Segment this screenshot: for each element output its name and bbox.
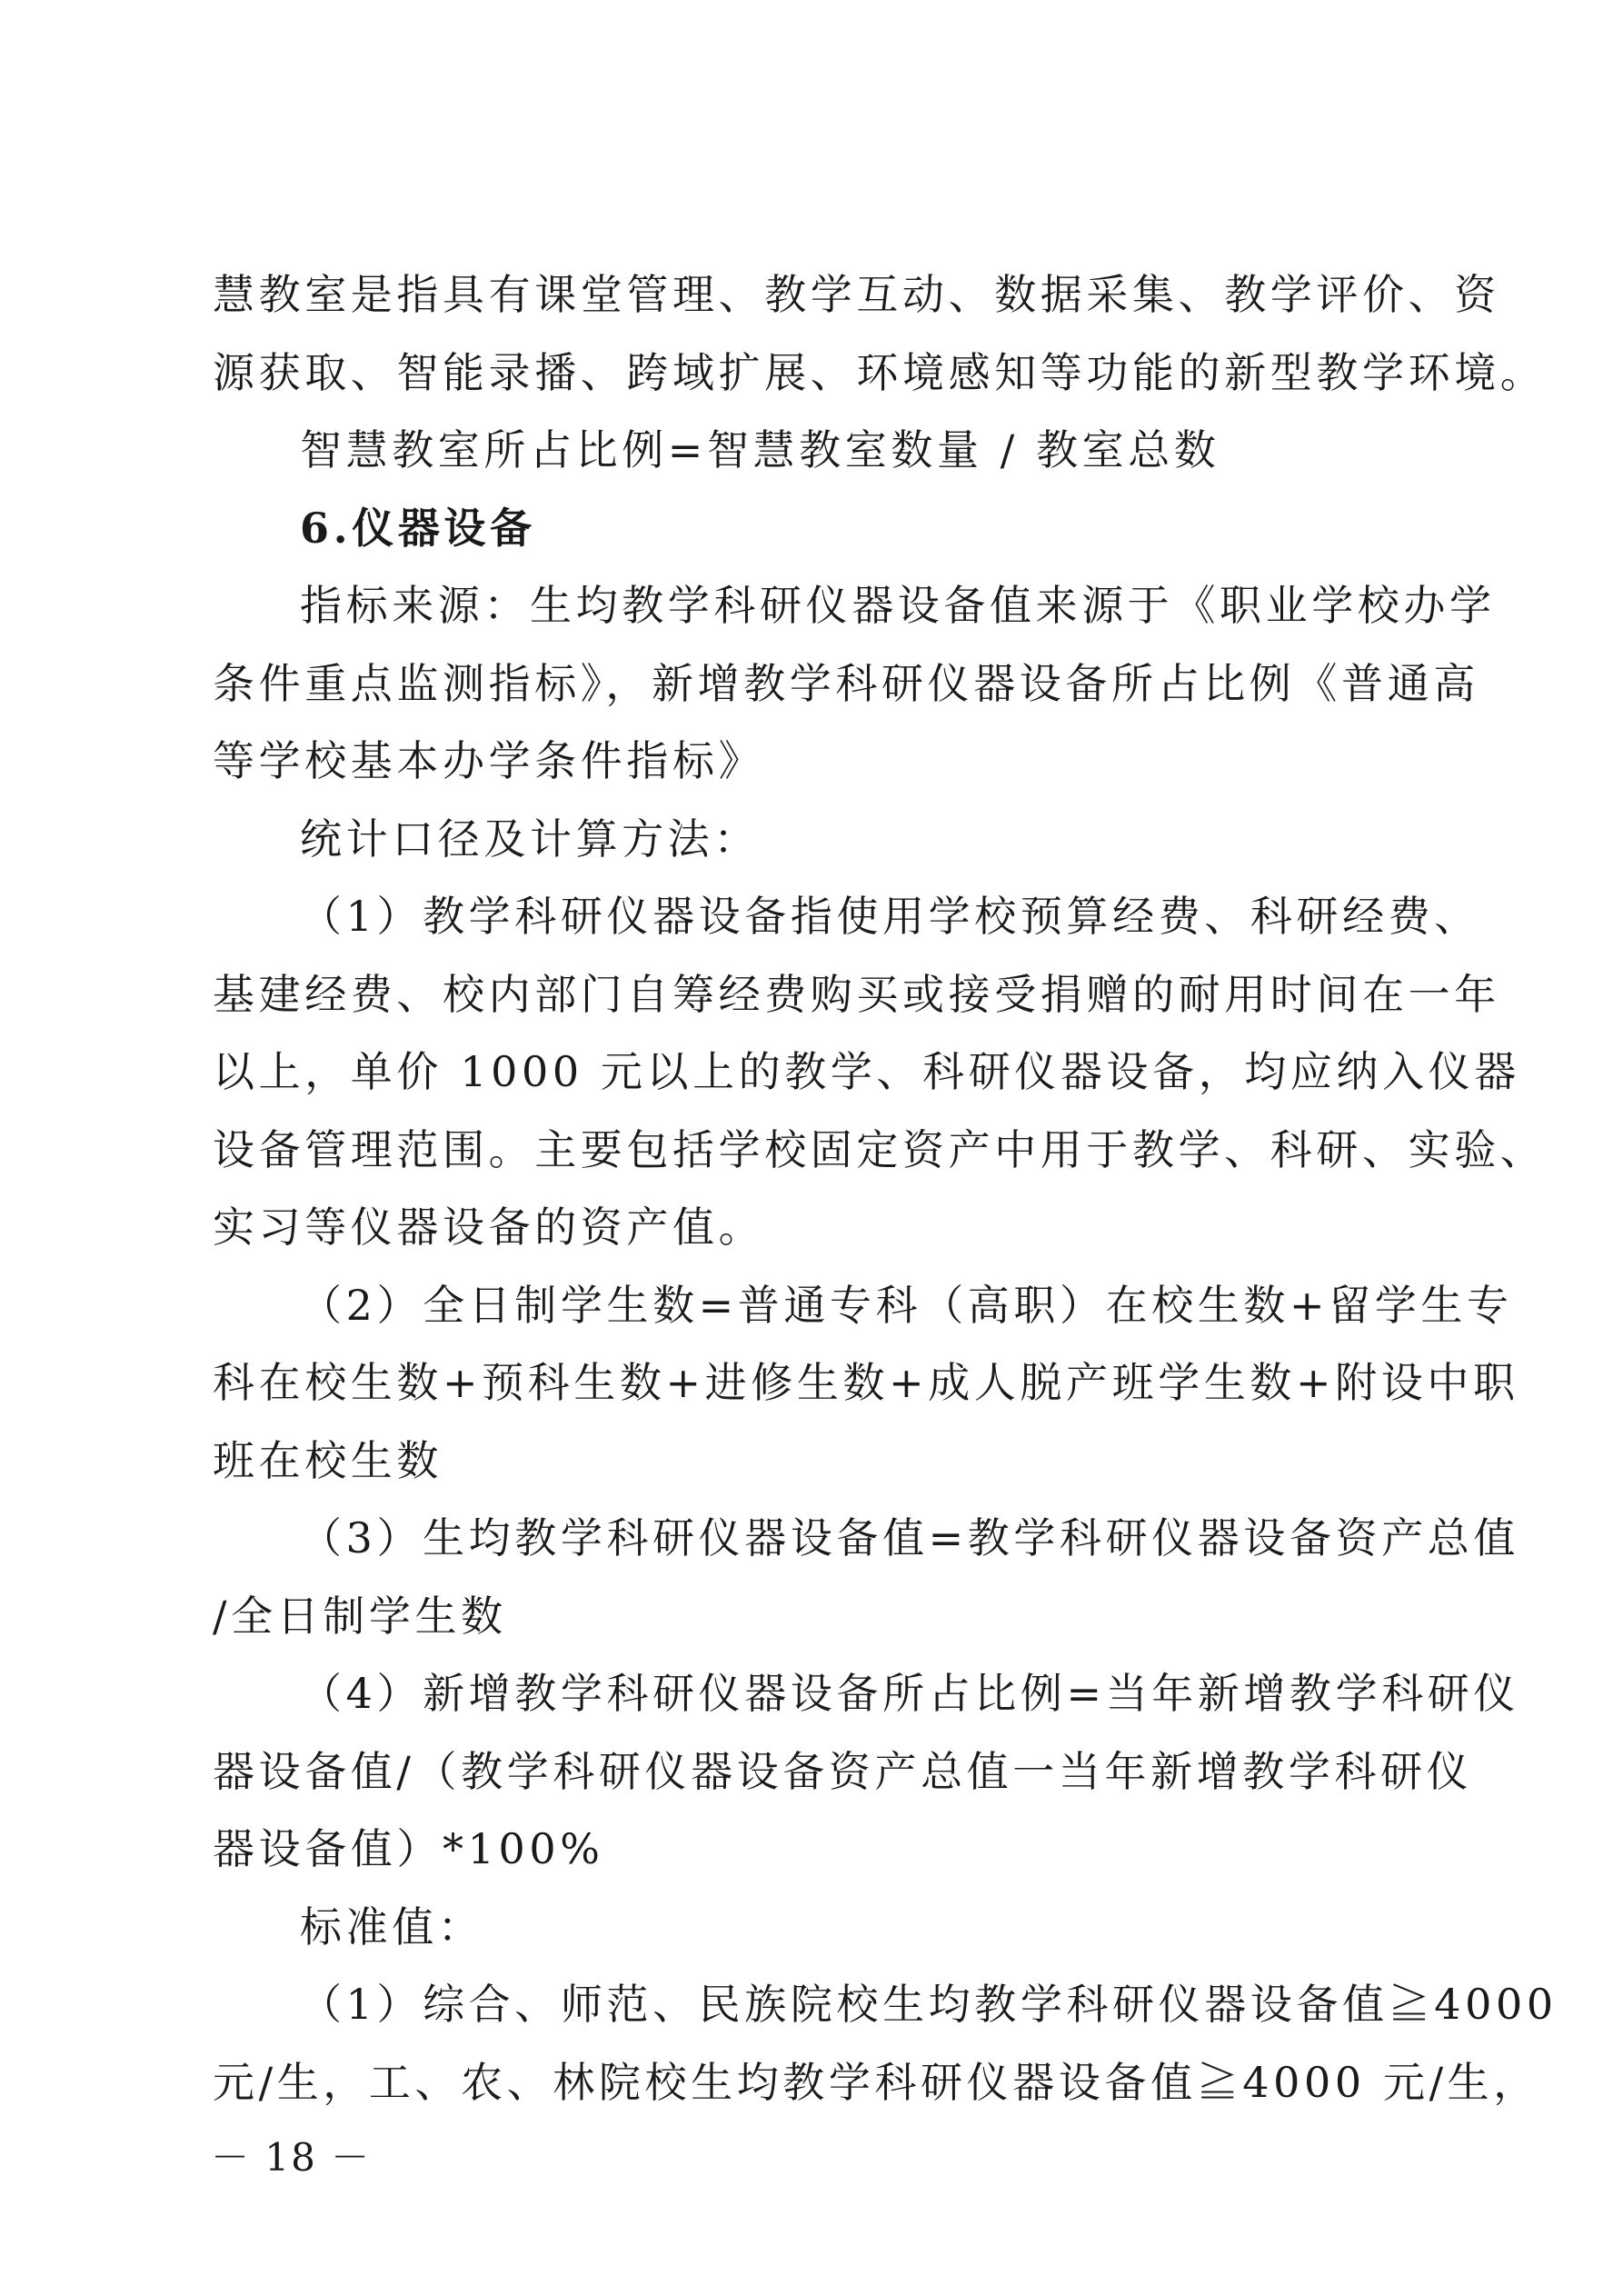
paragraph-line: 慧教室是指具有课堂管理、教学互动、数据采集、教学评价、资: [213, 270, 1500, 319]
paragraph-line: 基建经费、校内部门自筹经费购买或接受捐赠的耐用时间在一年: [213, 969, 1500, 1019]
paragraph-line: 设备管理范围。主要包括学校固定资产中用于教学、科研、实验、: [213, 1124, 1547, 1174]
paragraph-line: （1）教学科研仪器设备指使用学校预算经费、科研经费、: [300, 892, 1480, 941]
paragraph-line: /全日制学生数: [213, 1591, 507, 1641]
formula-line: 智慧教室所占比例=智慧教室数量 / 教室总数: [300, 425, 1220, 474]
paragraph-line: 班在校生数: [213, 1435, 443, 1485]
section-heading: 6.仪器设备: [300, 503, 536, 553]
paragraph-line: 等学校基本办学条件指标》: [213, 736, 765, 785]
body-text: [213, 256, 1558, 2121]
paragraph-line: （2）全日制学生数=普通专科（高职）在校生数+留学生专: [300, 1280, 1513, 1330]
paragraph-line: 源获取、智能录播、跨域扩展、环境感知等功能的新型教学环境。: [213, 347, 1547, 397]
paragraph-line: （3）生均教学科研仪器设备值=教学科研仪器设备资产总值: [300, 1513, 1520, 1562]
page-number: － 18 －: [211, 2135, 372, 2180]
subheading-line: 标准值：: [300, 1902, 484, 1952]
paragraph-line: 实习等仪器设备的资产值。: [213, 1203, 765, 1252]
paragraph-line: 科在校生数+预科生数+进修生数+成人脱产班学生数+附设中职: [213, 1358, 1519, 1407]
subheading-line: 统计口径及计算方法：: [300, 814, 760, 863]
paragraph-line: 以上，单价 1000 元以上的教学、科研仪器设备，均应纳入仪器: [213, 1047, 1520, 1096]
paragraph-line: （4）新增教学科研仪器设备所占比例=当年新增教学科研仪: [300, 1669, 1520, 1718]
paragraph-line: 指标来源：生均教学科研仪器设备值来源于《职业学校办学: [300, 581, 1496, 630]
paragraph-line: 元/生，工、农、林院校生均教学科研仪器设备值≧4000 元/生，: [213, 2057, 1539, 2107]
paragraph-line: 器设备值/（教学科研仪器设备资产总值一当年新增教学科研仪: [213, 1746, 1473, 1796]
paragraph-line: 器设备值）*100%: [213, 1824, 604, 1873]
paragraph-line: （1）综合、师范、民族院校生均教学科研仪器设备值≧4000: [300, 1980, 1558, 2029]
paragraph-line: 条件重点监测指标》，新增教学科研仪器设备所占比例《普通高: [213, 658, 1479, 708]
